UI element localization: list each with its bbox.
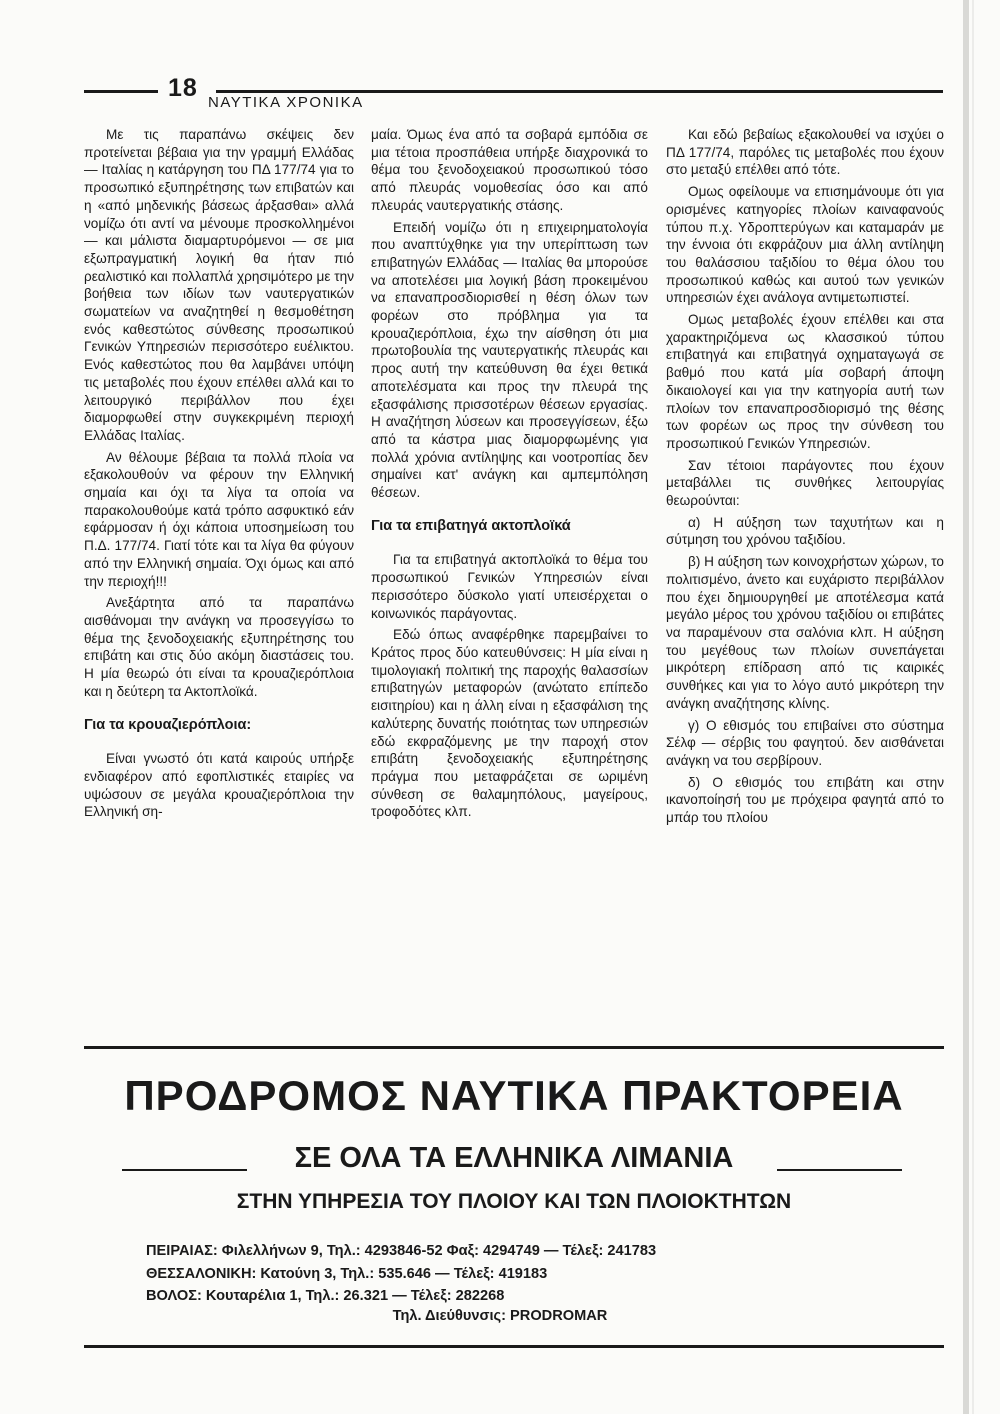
paragraph: μαία. Όμως ένα από τα σοβαρά εμπόδια σε μια τέτοια προσπάθεια υπήρξε διαχρονικά το θέμα του ξενοδοχειακού προσωπικού τόσο από πλευράς νομοθεσίας όσο και από πλευράς ναυτεργατικής στάσης. (371, 127, 648, 213)
page-number: 18 (168, 74, 198, 102)
article-column-1 (84, 126, 354, 825)
paragraph: Ανεξάρτητα από τα παραπάνω αισθάνομαι την ανάγκη να προσεγγίσω το θέμα της ξενοδοχειακής εξυπηρέτησης του επιβάτη και στις δύο ακόμη διαστάσεις του. Η μία θεωρώ ότι είναι τα κρουαζιερόπλοια και η δεύτερη τα Ακτοπλοϊκά. (84, 595, 354, 699)
page-edge (963, 0, 969, 1414)
paragraph: Και εδώ βεβαίως εξακολουθεί να ισχύει ο ΠΔ 177/74, παρόλες τις μεταβολές που έχουν στο μεταξύ επέλθει από τότε. (666, 127, 944, 178)
page-edge-inner (972, 0, 974, 1414)
article-column-2 (371, 126, 648, 825)
paragraph: Για τα επιβατηγά ακτοπλοϊκά το θέμα του προσωπικού Γενικών Υπηρεσιών είναι περισσότερο δύσκολο γιατί υπεισέρχεται ο κοινωνικός παράγοντας. (371, 552, 648, 621)
ad-rule-bottom (84, 1345, 944, 1348)
paragraph: Σαν τέτοιοι παράγοντες που έχουν μεταβάλλει τις συνθήκες λειτουργίας θεωρούνται: (666, 457, 944, 509)
paragraph: Εδώ όπως αναφέρθηκε παρεμβαίνει το Κράτος προς δύο κατευθύνσεις: Η μία είναι η τιμολογιακή πολιτική της παροχής θαλασσίων επιβατηγών μεταφορών (ανώτατο επίπεδο εισιτηρίου) και η άλλη είναι η εξασφάλιση της καλύτερης δυνατής ποιότητας των υπηρεσιών εδώ εκφραζόμενης με την παροχή στον επιβάτη ξενοδοχειακής εξυπηρέτησης πράγμα που μεταφράζεται σε ωριμένη σύνθεση σε θαλαμηπόλους, μαγείρους, τροφοδότες κλπ. (371, 627, 648, 820)
contact-volos: ΒΟΛΟΣ: Κουταρέλια 1, Τηλ.: 26.321 — Τέλεξ: 282268 (146, 1288, 505, 1304)
ad-tagline: ΣΕ ΟΛΑ ΤΑ ΕΛΛΗΝΙΚΑ ΛΙΜΑΝΙΑ (294, 1142, 734, 1174)
running-title: ΝΑΥΤΙΚΑ ΧΡΟΝΙΚΑ (208, 94, 364, 111)
paragraph: Είναι γνωστό ότι κατά καιρούς υπήρξε ενδιαφέρον από εφοπλιστικές εταιρίες να υψώσουν σε μεγάλα κρουαζιερόπλοια την Ελληνική ση- (84, 751, 354, 820)
section-heading-coastal-ferries: Για τα επιβατηγά ακτοπλοϊκά (371, 517, 571, 534)
page-header (0, 74, 1000, 114)
list-item: δ) Ο εθισμός του επιβάτη και στην ικανοποίησή του με πρόχειρα φαγητά από το μπάρ του πλοίου (666, 774, 944, 826)
ad-telegraph-address: Τηλ. Διεύθυνσις: PRODROMAR (392, 1308, 608, 1324)
ad-contacts (146, 1240, 656, 1308)
contact-piraeus: ΠΕΙΡΑΙΑΣ: Φιλελλήνων 9, Τηλ.: 4293846-52 Φαξ: 4294749 — Τέλεξ: 241783 (146, 1243, 657, 1259)
list-item: β) Η αύξηση των κοινοχρήστων χώρων, το πολιτισμένο, άνετο και ευχάριστο περιβάλλον που έχει δημιουργηθεί με αποτέλεσμα κατά μεγάλο μέρος του χρόνου ταξιδίου οι επιβάτες να παραμένουν στα σαλόνια κλπ. Η αύξηση του μεγέθους των πλοίων συνεπάγεται μικρότερη επίδραση από τις καιρικές συνθήκες και για το λόγο αυτό μικρότερη την ανάγκη αναζήτησης κλίνης. (666, 554, 944, 711)
ad-service-line: ΣΤΗΝ ΥΠΗΡΕΣΙΑ ΤΟΥ ΠΛΟΙΟΥ ΚΑΙ ΤΩΝ ΠΛΟΙΟΚΤΗΤΩΝ (236, 1190, 792, 1213)
list-item: γ) Ο εθισμός του επιβαίνει στο σύστημα Σέλφ — σέρβις του φαγητού. δεν αισθάνεται ανάγκη να του σερβίρουν. (666, 717, 944, 768)
ad-company-name: ΠΡΟΔΡΟΜΟΣ ΝΑΥΤΙΚΑ ΠΡΑΚΤΟΡΕΙΑ (124, 1072, 904, 1119)
section-heading-cruise-ships: Για τα κρουαζιερόπλοια: (84, 716, 252, 733)
article-column-3 (666, 126, 944, 831)
header-rule-right (216, 90, 943, 93)
ad-tagline-row (84, 1142, 944, 1178)
ad-rule-top (84, 1046, 944, 1049)
paragraph: Αν θέλουμε βέβαια τα πολλά πλοία να εξακολουθούν να φέρουν την Ελληνική σημαία και όχι τα λίγα τα οποία να παρακολουθούμε κατά τρόπο ασφυκτικό εάν εφάρμοσαν ή όχι κάποια υποσημείωση του Π.Δ. 177/74. Γιατί τότε και τα λίγα θα φύγουν από την Ελληνική σημαία. Όχι όμως και από την περιοχή!!! (84, 449, 354, 589)
paragraph: Επειδή νομίζω ότι η επιχειρηματολογία που αναπτύχθηκε για την υπερίπτωση των επιβατηγών Ελλάδας — Ιταλίας θα μπορούσε να αποτελέσει μια λογική βάση προκειμένου να επαναπροσδιορισθεί η θέση όλων των φορέων στο πρόβλημα για τα κρουαζιερόπλοια, έχω την αίσθηση ότι μια πρωτοβουλία της ναυτεργατικής πλευράς και προς αυτή την κατεύθυνση θα έχει θετικά αποτελέσματα και προς την πλευρά της εξασφάλισης πρισσοτέρων θέσεων εργασίας. Η αναζήτηση λύσεων και προσεγγίσεων, έξω από τα κάστρα μιας διαμορφωμένης για πολλά χρόνια αντίληψης και νοοτροπίας δεν σημαίνει κατ' ανάγκη και αμπεμπόληση θέσεων. (371, 219, 648, 501)
header-rule-left (84, 90, 158, 93)
paragraph: Ομως οφείλουμε να επισημάνουμε ότι για ορισμένες κατηγορίες πλοίων καιναφανούς τύπου π.χ. Υδροπτερύγων και καταμαράν με την έννοια ότι εκφράζουν μια άλλη αντίληψη του θαλάσσιου ταξιδίου το θέμα όλου του προσωπικού καθώς και αυτού των γενικών υπηρεσιών έχει ανάλογα αντιμετωπιστεί. (666, 184, 944, 306)
list-item: α) Η αύξηση των ταχυτήτων και η σύτμηση του χρόνου ταξιδίου. (666, 514, 944, 548)
tagline-rule-right (777, 1169, 902, 1171)
contact-thessaloniki: ΘΕΣΣΑΛΟΝΙΚΗ: Κατούνη 3, Τηλ.: 535.646 — Τέλεξ: 419183 (146, 1265, 548, 1282)
paragraph: Με τις παραπάνω σκέψεις δεν προτείνεται βέβαια για την γραμμή Ελλάδας — Ιταλίας η κατάργηση του ΠΔ 177/74 για το προσωπικό εξυπηρέτησης των επιβατών και η «από μηδενικής βάσεως άρξασθαι» αλλά νομίζω ότι αντί να μένουμε προσκολλημένοι — και μάλιστα διαμαρτυρόμενοι — σε μια εξωπραγματική λογική θα ήταν πιό ρεαλιστικό και πολλαπλά χρησιμότερο με την βοήθεια των ιδίων των ναυτεργατικών σωματείων να αναζητηθεί η θεσμοθέτηση ενός καθεστώτος σύνθεσης προσωπικού Γενικών Υπηρεσιών περισσότερο ευέλικτου. Ενός καθεστώτος που θα λαμβάνει υπόψη τις μεταβολές που έχουν επέλθει αλλά και το λειτουργικό περιβάλλον που έχει διαμορφωθεί στην συγκεκριμένη περιοχή Ελλάδας Ιταλίας. (84, 127, 354, 443)
paragraph: Ομως μεταβολές έχουν επέλθει και στα χαρακτηριζόμενα ως κλασσικού τύπου επιβατηγά και επιβατηγά οχηματαγωγά σε βαθμό που κατά μία σοβαρή άποψη δικαιολογεί και για την κατηγορία αυτή των πλοίων τον επαναπροσδιορισμό της θέσης των φορέων ως προς την σύνθεση του προσωπικού Γενικών Υπηρεσιών. (666, 312, 944, 451)
